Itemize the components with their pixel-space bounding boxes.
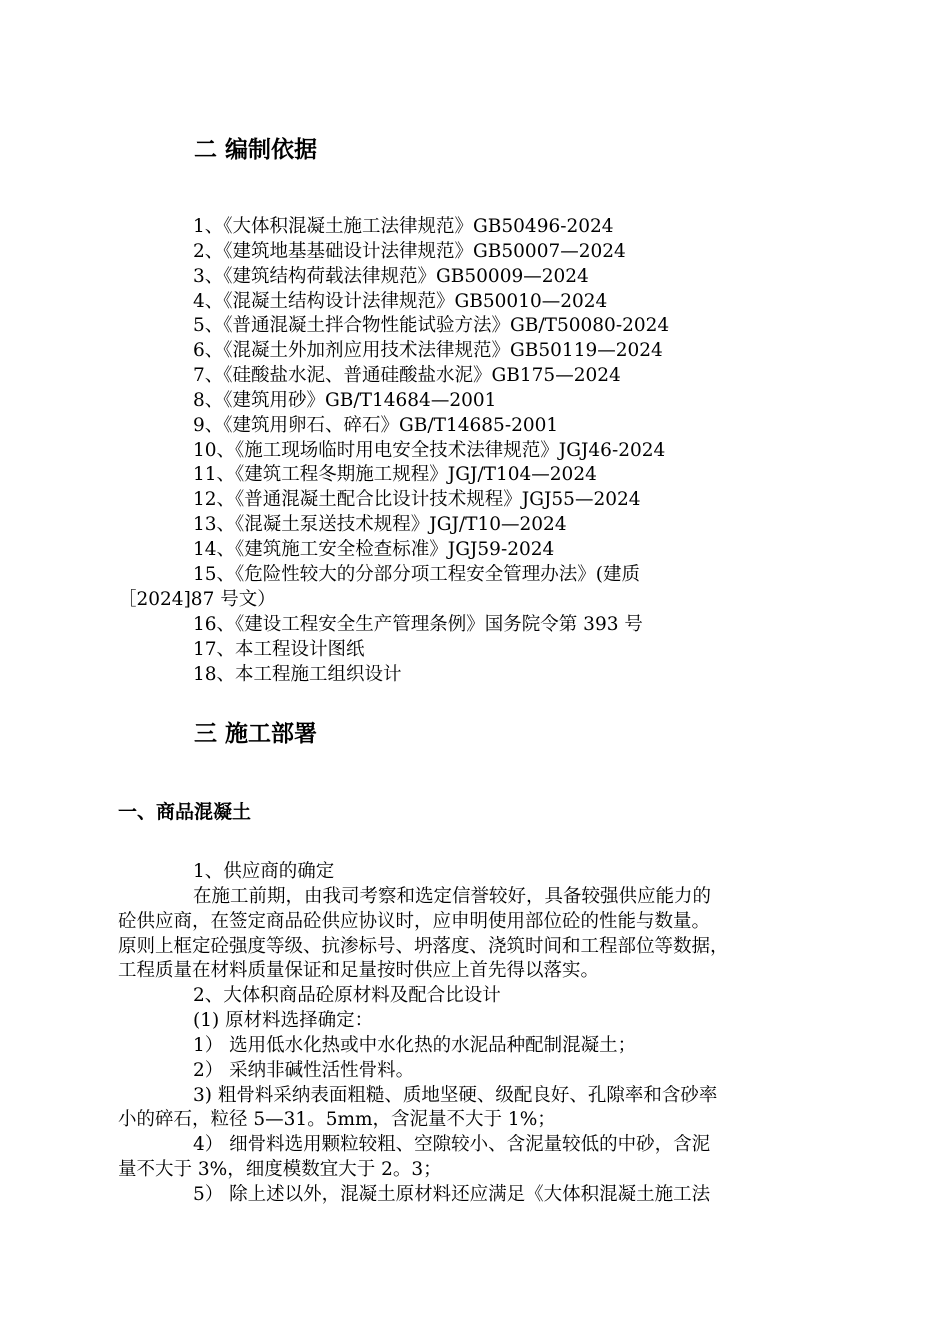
list-item-continuation: 量不大于 3%，细度模数宜大于 2。3； (118, 1159, 442, 1181)
paragraph-line: 原则上框定砼强度等级、抗渗标号、坍落度、浇筑时间和工程部位等数据， (118, 935, 729, 957)
reference-item: 18、本工程施工组织设计 (193, 663, 402, 685)
paragraph-line: 砼供应商，在签定商品砼供应协议时，应申明使用部位砼的性能与数量。 (118, 910, 711, 932)
section-heading-basis: 二 编制依据 (194, 137, 318, 163)
list-item: 2） 采纳非碱性活性骨料。 (193, 1059, 415, 1081)
reference-item: 5、《普通混凝土拌合物性能试验方法》GB/T50080-2024 (193, 315, 670, 337)
reference-item: 13、《混凝土泵送技术规程》JGJ/T10—2024 (193, 514, 567, 536)
reference-item: 3、《建筑结构荷载法律规范》GB50009—2024 (193, 265, 589, 287)
reference-item: 6、《混凝土外加剂应用技术法律规范》GB50119—2024 (193, 340, 663, 362)
subsection-heading-concrete: 一、商品混凝土 (118, 801, 252, 823)
reference-item-15-line2: ［2024]87 号文） (118, 588, 276, 610)
paragraph-heading: 1、供应商的确定 (193, 861, 335, 882)
reference-item: 9、《建筑用卵石、碎石》GB/T14685-2001 (193, 414, 559, 436)
reference-item: 17、本工程设计图纸 (193, 638, 365, 660)
section-heading-deployment: 三 施工部署 (194, 721, 318, 747)
paragraph-line: 工程质量在材料质量保证和足量按时供应上首先得以落实。 (118, 960, 600, 982)
reference-item-15-line1 (118, 563, 833, 588)
reference-item-15-text: 15、《危险性较大的分部分项工程安全管理办法》(建质 (193, 564, 641, 585)
reference-item: 14、《建筑施工安全检查标准》JGJ59-2024 (193, 538, 555, 560)
reference-item: 7、《硅酸盐水泥、普通硅酸盐水泥》GB175—2024 (193, 365, 621, 387)
paragraph-subheading: (1) 原材料选择确定： (193, 1010, 374, 1032)
reference-item: 10、《施工现场临时用电安全技术法律规范》JGJ46-2024 (193, 439, 666, 461)
reference-item: 4、《混凝土结构设计法律规范》GB50010—2024 (193, 290, 608, 312)
list-item: 4） 细骨料选用颗粒较粗、空隙较小、含泥量较低的中砂，含泥 (193, 1134, 711, 1156)
reference-item: 2、《建筑地基基础设计法律规范》GB50007—2024 (193, 240, 626, 262)
list-item: 5） 除上述以外，混凝土原材料还应满足《大体积混凝土施工法 (193, 1183, 711, 1205)
reference-item: 12、《普通混凝土配合比设计技术规程》JGJ55—2024 (193, 489, 641, 511)
reference-item: 16、《建设工程安全生产管理条例》国务院令第 393 号 (193, 614, 643, 635)
reference-list (193, 215, 853, 563)
reference-list-tail (193, 613, 853, 688)
list-item: 3) 粗骨料采纳表面粗糙、质地坚硬、级配良好、孔隙率和含砂率 (193, 1084, 718, 1106)
reference-item: 1、《大体积混凝土施工法律规范》GB50496-2024 (193, 216, 614, 237)
paragraph-line: 在施工前期，由我司考察和选定信誉较好，具备较强供应能力的 (193, 885, 712, 907)
list-item: 1） 选用低水化热或中水化热的水泥品种配制混凝土； (193, 1034, 637, 1056)
reference-item: 11、《建筑工程冬期施工规程》JGJ/T104—2024 (193, 464, 597, 486)
reference-item-15 (118, 563, 833, 613)
reference-item: 8、《建筑用砂》GB/T14684—2001 (193, 389, 497, 411)
paragraph-heading: 2、大体积商品砼原材料及配合比设计 (193, 985, 501, 1007)
list-item-continuation: 小的碎石，粒径 5—31。5mm，含泥量不大于 1%； (118, 1109, 556, 1131)
content-body (118, 860, 834, 1208)
